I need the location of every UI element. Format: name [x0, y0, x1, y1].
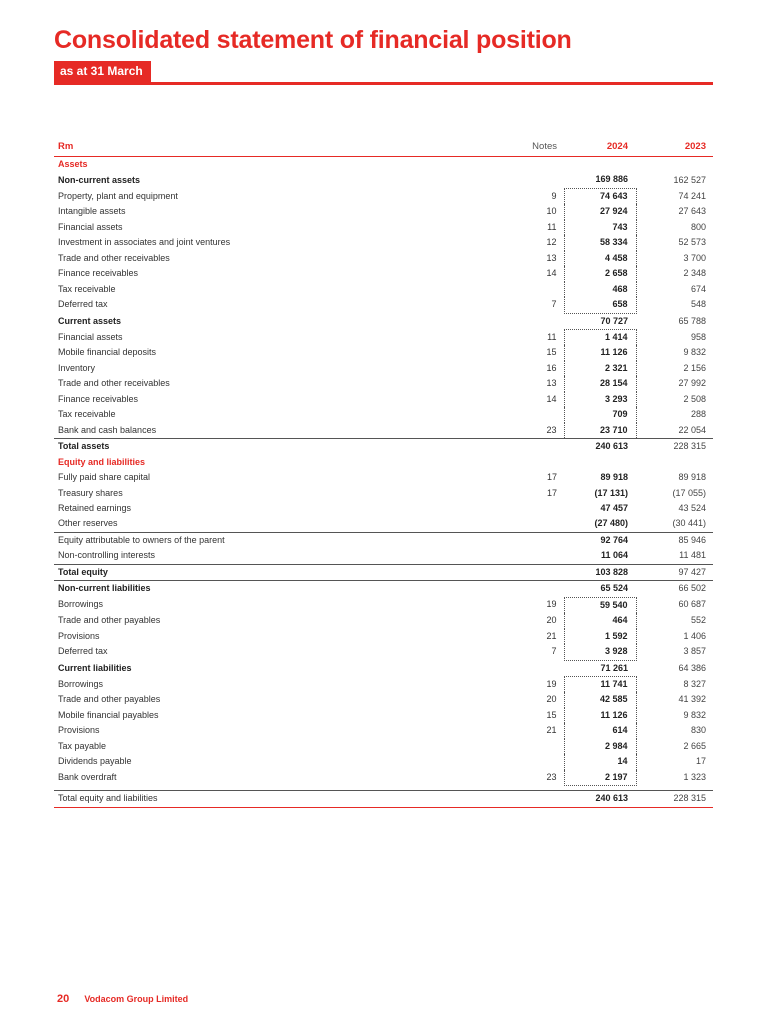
table-row: [54, 376, 713, 391]
row-value-2024: 28 154: [564, 376, 636, 391]
row-notes: [524, 548, 564, 564]
row-value-2023: (30 441): [672, 518, 706, 529]
table-row: [54, 629, 713, 644]
row-label: Intangible assets: [58, 206, 126, 217]
row-value-2024: 103 828: [564, 564, 636, 580]
row-value-2023: 800: [690, 221, 706, 232]
row-notes: 14: [546, 393, 557, 404]
section-row: [54, 157, 713, 173]
subtitle-bar: [54, 61, 713, 85]
row-value-2024: 2 197: [564, 770, 636, 786]
row-notes: 9: [551, 190, 557, 201]
row-label: Other reserves: [58, 518, 118, 529]
row-value-2024: 92 764: [564, 532, 636, 548]
header-2024: 2024: [564, 138, 636, 157]
row-value-2024: 11 741: [564, 676, 636, 692]
row-value-2023: [636, 455, 713, 470]
row-value-2024: 1 592: [564, 629, 636, 644]
row-value-2023: 9 832: [683, 347, 706, 358]
row-value-2023: 958: [690, 331, 706, 342]
row-label: Deferred tax: [58, 646, 108, 657]
row-notes: [524, 532, 564, 548]
final-row: [54, 791, 713, 807]
row-label: Provisions: [58, 630, 100, 641]
row-value-2023: 674: [690, 283, 706, 294]
table-row: [54, 692, 713, 707]
row-value-2024: 1 414: [564, 329, 636, 345]
row-label: Mobile financial payables: [58, 709, 159, 720]
table-row: [54, 392, 713, 407]
table-row: [54, 361, 713, 376]
row-notes: [524, 282, 564, 297]
row-label: Deferred tax: [58, 299, 108, 310]
table-row: [54, 516, 713, 532]
table-row: [54, 708, 713, 723]
page-title: Consolidated statement of financial position: [54, 26, 572, 54]
row-label: Tax payable: [58, 740, 107, 751]
table-row: [54, 220, 713, 235]
row-value-2023: 89 918: [678, 472, 706, 483]
row-value-2023: 27 992: [678, 378, 706, 389]
row-label: Treasury shares: [58, 487, 123, 498]
row-value-2023: (17 055): [672, 487, 706, 498]
row-value-2023: 1 323: [683, 771, 706, 782]
row-value-2023: 64 386: [678, 662, 706, 673]
row-notes: 13: [546, 378, 557, 389]
row-value-2024: 709: [564, 407, 636, 422]
row-notes: 20: [546, 694, 557, 705]
subtitle-tab: as at 31 March: [54, 61, 151, 82]
row-label: Retained earnings: [58, 502, 132, 513]
row-notes: [524, 439, 564, 455]
row-value-2023: 3 857: [683, 646, 706, 657]
row-notes: [524, 501, 564, 516]
row-notes: [524, 791, 564, 807]
row-value-2023: 3 700: [683, 252, 706, 263]
row-value-2024: 240 613: [564, 791, 636, 807]
row-label: Finance receivables: [58, 393, 139, 404]
row-value-2024: 2 321: [564, 361, 636, 376]
row-value-2023: 1 406: [683, 630, 706, 641]
table-row: [54, 188, 713, 204]
row-value-2023: 9 832: [683, 709, 706, 720]
row-label: Equity and liabilities: [58, 456, 146, 467]
row-value-2024: 71 261: [600, 662, 628, 673]
row-notes: [524, 516, 564, 532]
row-label: Finance receivables: [58, 268, 139, 279]
row-value-2023: 548: [690, 299, 706, 310]
row-label: Total equity: [54, 564, 524, 580]
row-value-2023: 228 315: [636, 791, 713, 807]
row-notes: 7: [551, 299, 557, 310]
table-row: [54, 501, 713, 516]
row-label: Financial assets: [58, 331, 123, 342]
row-notes: 16: [546, 362, 557, 373]
row-value-2023: 162 527: [673, 174, 706, 185]
row-notes: [524, 564, 564, 580]
row-notes: [524, 754, 564, 769]
row-value-2023: 22 054: [636, 423, 713, 439]
row-label: Dividends payable: [58, 756, 132, 767]
row-value-2024: 89 918: [600, 472, 628, 483]
row-label: Trade and other payables: [58, 615, 161, 626]
table-row: [54, 329, 713, 345]
row-value-2024: 240 613: [595, 441, 628, 452]
row-value-2023: 97 427: [636, 564, 713, 580]
row-notes: 17: [546, 487, 557, 498]
row-value-2024: [564, 157, 636, 173]
table-row: [54, 644, 713, 660]
row-value-2024: 464: [564, 613, 636, 628]
table-row: [54, 597, 713, 613]
row-notes: 20: [546, 615, 557, 626]
row-notes: 15: [546, 709, 557, 720]
row-value-2024: 2 984: [564, 739, 636, 754]
total-row: [54, 439, 713, 455]
row-label: Bank and cash balances: [54, 423, 524, 439]
row-notes: [524, 581, 564, 597]
table-row: [54, 423, 713, 439]
row-label: Mobile financial deposits: [58, 347, 157, 358]
table-row: [54, 723, 713, 738]
row-value-2023: [636, 157, 713, 173]
row-value-2024: 11 126: [564, 708, 636, 723]
row-value-2023: 60 687: [678, 599, 706, 610]
table-row: [54, 235, 713, 250]
row-label: Current liabilities: [58, 662, 132, 673]
row-label: Current assets: [58, 315, 122, 326]
row-notes: 21: [546, 630, 557, 641]
row-value-2024: (27 480): [594, 518, 628, 529]
row-notes: 17: [546, 472, 557, 483]
company-name: Vodacom Group Limited: [84, 994, 189, 1004]
table-row: [54, 613, 713, 628]
table-row: [54, 407, 713, 422]
table-row: [54, 532, 713, 548]
row-value-2024: 74 643: [564, 188, 636, 204]
row-value-2023: 27 643: [678, 206, 706, 217]
header-rm: Rm: [54, 138, 524, 157]
row-value-2023: 2 508: [683, 393, 706, 404]
row-value-2024: 468: [564, 282, 636, 297]
row-value-2023: 552: [690, 615, 706, 626]
row-notes: [524, 172, 564, 188]
subhead-row: [54, 581, 713, 597]
row-value-2023: 85 946: [636, 532, 713, 548]
row-value-2024: 47 457: [600, 502, 628, 513]
row-value-2024: 65 524: [600, 583, 628, 594]
row-value-2023: 11 481: [679, 550, 706, 561]
row-notes: 12: [546, 237, 557, 248]
subhead-row: [54, 660, 713, 676]
row-notes: 11: [547, 221, 557, 232]
row-notes: 19: [546, 678, 557, 689]
row-value-2024: 59 540: [564, 597, 636, 613]
page-footer: [57, 993, 188, 1005]
row-label: Provisions: [58, 725, 100, 736]
table-row: [54, 486, 713, 501]
row-value-2023: 2 348: [683, 268, 706, 279]
subhead-row: [54, 313, 713, 329]
row-value-2024: 4 458: [564, 251, 636, 266]
table-row: [54, 470, 713, 485]
row-value-2023: 2 665: [683, 740, 706, 751]
row-notes: [524, 407, 564, 422]
row-value-2023: 66 502: [678, 583, 706, 594]
row-notes: 14: [546, 268, 557, 279]
row-label: Non-current assets: [58, 174, 141, 185]
row-value-2024: [564, 455, 636, 470]
row-label: Investment in associates and joint ventures: [58, 237, 231, 248]
financial-position-table: [54, 138, 713, 808]
row-label: Inventory: [58, 362, 96, 373]
row-label: Financial assets: [58, 221, 123, 232]
row-label: Trade and other receivables: [58, 378, 170, 389]
row-value-2024: 3 293: [564, 392, 636, 407]
row-label: Tax receivable: [58, 409, 116, 420]
header-2023: 2023: [636, 138, 713, 157]
row-value-2024: 42 585: [564, 692, 636, 707]
row-value-2023: 228 315: [673, 441, 706, 452]
table-row: [54, 297, 713, 313]
row-value-2024: (17 131): [594, 487, 628, 498]
row-label: Equity attributable to owners of the parent: [54, 532, 524, 548]
table-row: [54, 266, 713, 281]
total-row: [54, 564, 713, 580]
row-value-2024: 2 658: [564, 266, 636, 281]
row-label: Trade and other payables: [58, 694, 161, 705]
row-notes: 23: [546, 771, 557, 782]
row-value-2023: 830: [690, 725, 706, 736]
row-notes: [524, 739, 564, 754]
row-notes: 21: [546, 725, 557, 736]
row-value-2023: 43 524: [678, 502, 706, 513]
table-row: [54, 282, 713, 297]
table-row: [54, 345, 713, 360]
row-value-2023: 17: [695, 756, 706, 767]
row-value-2023: 2 156: [683, 362, 706, 373]
row-label: Bank overdraft: [58, 771, 117, 782]
row-value-2024: 14: [564, 754, 636, 769]
row-notes: 23: [524, 423, 564, 439]
row-notes: 13: [546, 252, 557, 263]
row-label: Tax receivable: [58, 283, 116, 294]
row-label: Borrowings: [58, 599, 104, 610]
table-row: [54, 251, 713, 266]
row-label: Non-controlling interests: [58, 550, 156, 561]
row-value-2023: 41 392: [678, 694, 706, 705]
row-value-2024: 11 126: [564, 345, 636, 360]
row-value-2024: 169 886: [595, 174, 628, 185]
row-label: Property, plant and equipment: [58, 190, 178, 201]
row-value-2023: 52 573: [678, 237, 706, 248]
row-value-2024: 58 334: [564, 235, 636, 250]
row-value-2024: 658: [564, 297, 636, 313]
row-notes: 7: [551, 646, 557, 657]
row-value-2024: 23 710: [564, 423, 636, 439]
row-notes: [524, 157, 564, 173]
row-value-2024: 3 928: [564, 644, 636, 660]
row-value-2023: 8 327: [683, 678, 706, 689]
row-value-2023: 288: [690, 409, 706, 420]
row-value-2024: 70 727: [600, 315, 628, 326]
row-notes: 11: [547, 331, 557, 342]
row-notes: 15: [546, 347, 557, 358]
header-notes: Notes: [524, 138, 564, 157]
row-value-2023: 65 788: [678, 315, 706, 326]
row-label: Total equity and liabilities: [54, 791, 524, 807]
table-row: [54, 548, 713, 564]
row-notes: [524, 313, 564, 329]
table-row: [54, 739, 713, 754]
row-value-2024: 11 064: [600, 550, 628, 561]
table-row: [54, 770, 713, 786]
row-notes: [524, 660, 564, 676]
page-number: 20: [57, 993, 70, 1005]
row-value-2024: 27 924: [564, 204, 636, 219]
row-value-2023: 74 241: [678, 190, 706, 201]
row-label: Total assets: [58, 441, 110, 452]
table-row: [54, 204, 713, 219]
row-label: Fully paid share capital: [58, 472, 151, 483]
row-value-2024: 614: [564, 723, 636, 738]
section-row: [54, 455, 713, 470]
row-label: Assets: [58, 159, 88, 169]
row-label: Non-current liabilities: [58, 583, 151, 594]
row-value-2024: 743: [564, 220, 636, 235]
row-label: Borrowings: [58, 678, 104, 689]
table-row: [54, 676, 713, 692]
table-row: [54, 754, 713, 769]
row-notes: 10: [546, 206, 557, 217]
subhead-row: [54, 172, 713, 188]
row-label: Trade and other receivables: [58, 252, 170, 263]
row-notes: [524, 455, 564, 470]
table-header-row: [54, 138, 713, 157]
row-notes: 19: [546, 599, 557, 610]
